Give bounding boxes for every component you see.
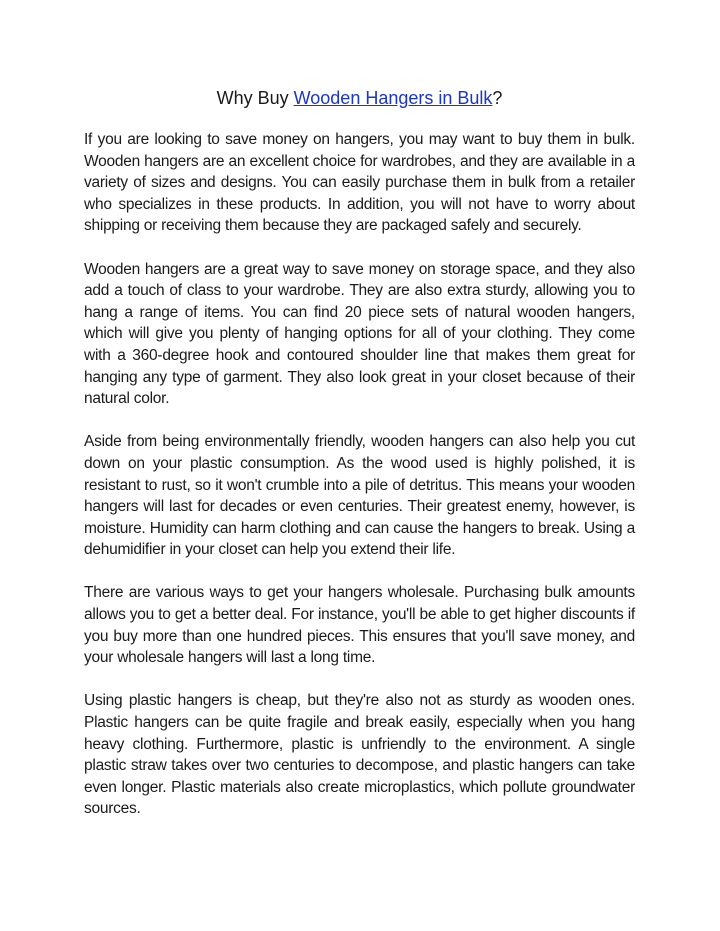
paragraph: If you are looking to save money on hangers, you may want to buy them in bulk. Wooden hangers are an excellent choice for wardrobes, and they are available in a variety of sizes and designs. You can easily purchase them in bulk from a retailer who specializes in these products. In addition, you will not have to worry about shipping or receiving them because they are packaged safely and securely. (84, 131, 635, 235)
document-page (84, 84, 635, 842)
paragraph: Using plastic hangers is cheap, but they're also not as sturdy as wooden ones. Plastic hangers can be quite fragile and break easily, especially when you hang heavy clothing. Furthermore, plastic is unfriendly to the environment. A single plastic straw takes over two centuries to decompose, and plastic hangers can take even longer. Plastic materials also create microplastics, which pollute groundwater sources. (84, 692, 635, 818)
title-prefix: Why Buy (216, 88, 294, 108)
page-title (84, 84, 635, 112)
paragraph: Wooden hangers are a great way to save money on storage space, and they also add a touch of class to your wardrobe. They are also extra sturdy, allowing you to hang a range of items. You can find 20 piece sets of natural wooden hangers, which will give you plenty of hanging options for all of your clothing. They come with a 360-degree hook and contoured shoulder line that makes them great for hanging any type of garment. They also look great in your closet because of their natural color. (84, 260, 635, 408)
title-suffix: ? (492, 88, 503, 108)
paragraph: There are various ways to get your hangers wholesale. Purchasing bulk amounts allows you to get a better deal. For instance, you'll be able to get higher discounts if you buy more than one hundred pieces. This ensures that you'll save money, and your wholesale hangers will last a long time. (84, 584, 635, 667)
title-link[interactable]: Wooden Hangers in Bulk (293, 88, 493, 108)
paragraph: Aside from being environmentally friendly, wooden hangers can also help you cut down on your plastic consumption. As the wood used is highly polished, it is resistant to rust, so it won't crumble into a pile of detritus. This means your wooden hangers will last for decades or even centuries. Their greatest enemy, however, is moisture. Humidity can harm clothing and can cause the hangers to break. Using a dehumidifier in your closet can help you extend their life. (84, 433, 635, 559)
